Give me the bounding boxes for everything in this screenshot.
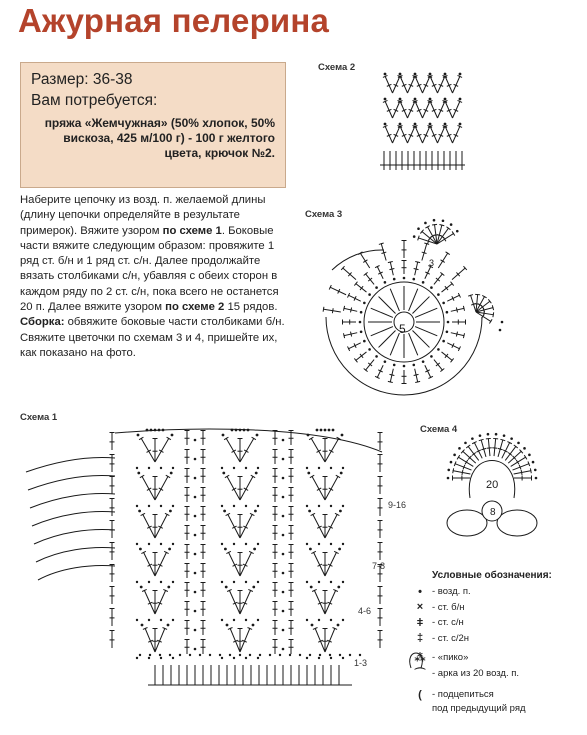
legend-title: Условные обозначения: bbox=[432, 570, 552, 581]
row-label-1-3: 1-3 bbox=[354, 658, 368, 668]
legend-item-sc: × - ст. б/н bbox=[408, 600, 578, 616]
scheme-4-label: Схема 4 bbox=[420, 424, 458, 435]
row-label-7-8: 7-8 bbox=[372, 561, 386, 571]
legend-item-hook-under-extra: под предыдущий ряд bbox=[432, 702, 526, 714]
hook-under-icon: ( bbox=[418, 688, 422, 701]
treble-crochet-icon: ‡ bbox=[416, 632, 424, 645]
scheme-4-outer-label: 20 bbox=[486, 479, 499, 491]
legend bbox=[408, 570, 578, 714]
scheme-3-diagram bbox=[323, 219, 503, 395]
double-crochet-icon: ǂ bbox=[416, 616, 424, 629]
single-crochet-icon: × bbox=[416, 601, 424, 614]
picot-icon: ⁂ bbox=[414, 652, 426, 665]
row-label-4-6: 4-6 bbox=[358, 606, 372, 616]
row-label-9-16: 9-16 bbox=[388, 500, 407, 510]
need-text: Вам потребуется: bbox=[31, 92, 158, 109]
legend-item-arch: ⌒ - арка из 20 возд. п. bbox=[408, 666, 578, 682]
page-title: Ажурная пелерина bbox=[18, 2, 330, 39]
legend-item-picot: ⁂ - «пико» bbox=[408, 650, 578, 666]
legend-item-hook-under: ( - подцепиться bbox=[408, 687, 578, 703]
scheme-3-round-label: 3 bbox=[429, 258, 435, 268]
chain-icon: • bbox=[418, 585, 422, 598]
legend-item-chain: • - возд. п. bbox=[408, 584, 578, 600]
scheme-4-inner-label: 8 bbox=[490, 507, 496, 518]
yarn-text: пряжа «Жемчужная» (50% хлопок, 50% вискоза, 425 м/100 г) - 100 г желтого цвета, крючок №2. bbox=[44, 116, 275, 160]
instructions-paragraph-1: Наберите цепочку из возд. п. желаемой длины (длину цепочки определяйте в результате примерок). Вяжите узором по схеме 1. Боковые части вяжите следующим образом: провяжите 1 ряд ст. б/н и 1 ряд ст. с/н. Далее продолжайте вязать столбиками с/н, убавляя с обеих сторон в каждом ряду по 2 ст. с/н, пока всего не останется 20 п. Далее вяжите узором по схеме 2 15 рядов. bbox=[20, 194, 279, 314]
scheme-1-label: Схема 1 bbox=[20, 412, 58, 423]
scheme-2-label: Схема 2 bbox=[318, 62, 356, 73]
legend-item-tr: ‡ - ст. с/2н bbox=[408, 631, 578, 647]
scheme-2-diagram bbox=[380, 73, 465, 170]
arch-icon: ⌒ bbox=[414, 668, 426, 681]
legend-item-dc: ǂ - ст. с/н bbox=[408, 615, 578, 631]
scheme-3-center-label: 5 bbox=[399, 322, 406, 336]
instructions-paragraph-2: Сборка: обвяжите боковые части столбиками б/н. Свяжите цветочки по схемам 3 и 4, пришейте их, как показано на фото. bbox=[20, 316, 285, 359]
scheme-1-diagram bbox=[26, 429, 386, 685]
size-text: Размер: 36-38 bbox=[31, 71, 133, 88]
scheme-3-label: Схема 3 bbox=[305, 209, 343, 220]
